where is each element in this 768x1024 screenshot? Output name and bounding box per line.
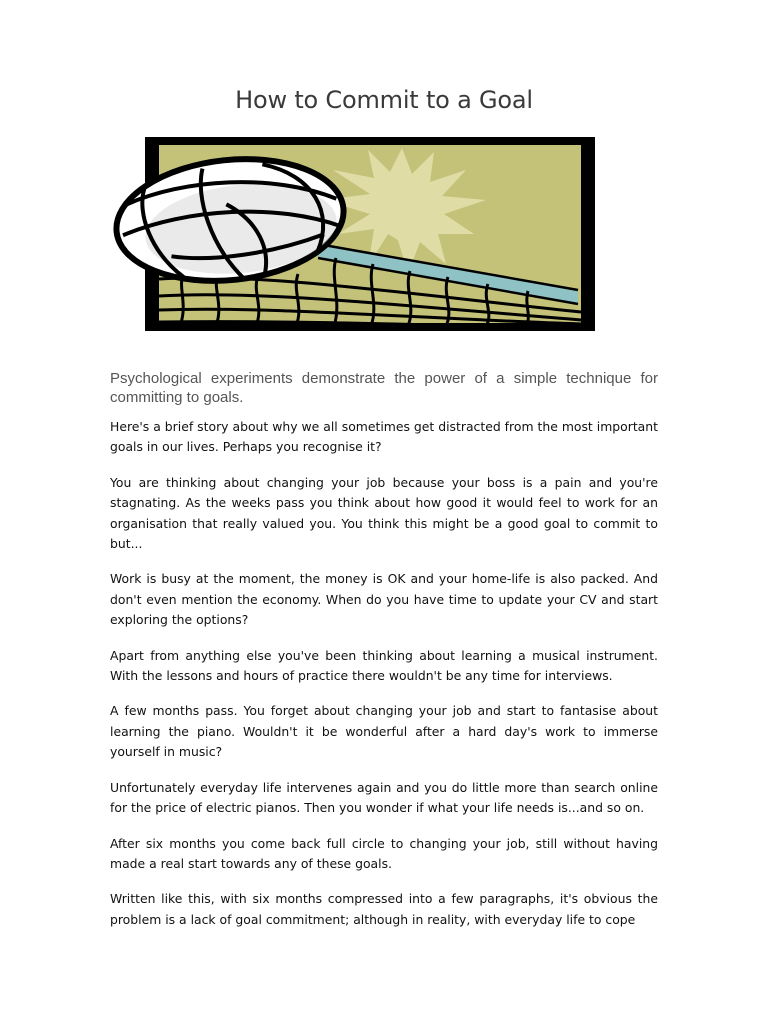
paragraph: A few months pass. You forget about changing your job and start to fantasise about learning the piano. Wouldn't it be wonderful after a hard day's work to immerse yourself in music?	[110, 703, 658, 760]
paragraph: Apart from anything else you've been thinking about learning a musical instrument. With the lessons and hours of practice there wouldn't be any time for interviews.	[110, 647, 658, 684]
paragraph: You are thinking about changing your job because your boss is a pain and you're stagnating. As the weeks pass you think about how good it would feel to work for an organisation that really valued you. You think this might be a good goal to commit to but...	[110, 474, 658, 552]
paragraph: Here's a brief story about why we all sometimes get distracted from the most important goals in our lives. Perhaps you recognise it?	[110, 419, 658, 455]
article-body	[110, 417, 658, 945]
paragraph: After six months you come back full circle to changing your job, still without having made a real start towards any of these goals.	[110, 835, 658, 871]
paragraph: Work is busy at the moment, the money is OK and your home-life is also packed. And don't even mention the economy. When do you have time to update your CV and start exploring the options?	[110, 571, 658, 628]
page-title: How to Commit to a Goal	[235, 86, 533, 114]
paragraph: Unfortunately everyday life intervenes again and you do little more than search online for the price of electric pianos. Then you wonder if what your life needs is...and so on.	[110, 779, 658, 816]
volleyball-illustration	[108, 134, 598, 334]
paragraph: Written like this, with six months compressed into a few paragraphs, it's obvious the problem is a lack of goal commitment; although in reality, with everyday life to cope	[110, 891, 658, 927]
article-subtitle: Psychological experiments demonstrate the power of a simple technique for committing to goals.	[110, 370, 658, 406]
